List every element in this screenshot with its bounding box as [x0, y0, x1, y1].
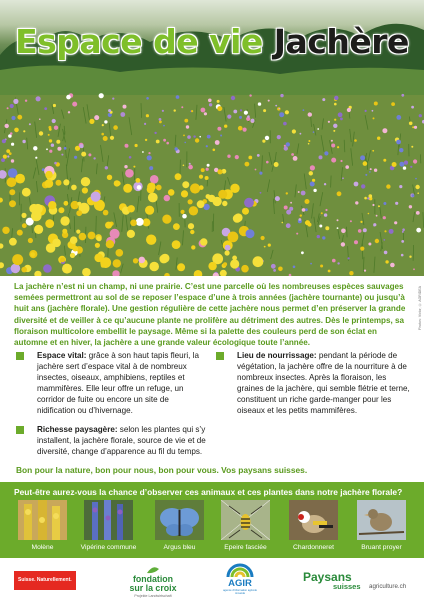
- item-title: Richesse paysagère:: [37, 424, 118, 434]
- green-square-bullet: [16, 352, 24, 360]
- flc-line-2: sur la croix: [129, 583, 177, 593]
- blue-butterfly-photo: [155, 500, 204, 540]
- flc-line-3: Projekte Landwirtschaft: [134, 594, 172, 598]
- caption-epeire: Epeire fasciée: [224, 544, 267, 551]
- agir-text: AGIR: [228, 578, 252, 589]
- item-title: Lieu de nourrissage:: [237, 351, 317, 360]
- caption-chardonneret: Chardonneret: [293, 544, 334, 551]
- intro-paragraph: La jachère n’est ni un champ, ni une prairie. C’est une parcelle où les nombreuses espèces sauvages semées permettront au sol de se reposer l’espace d’une à trois années (jachère tournante) ou jusqu’à huit ans (jachère florale). Une gestion régulière de cette jachère nous permet d’en préserver la grande diversité et de veiller à ce qu’aucune plante ne prolifère au détriment des autres. Dès le printemps, sa floraison multicolore embellit le paysage. Même si la palette des couleurs perd de son éclat en automne et en hiver, la jachère a une grande valeur écologique toute l’année.: [14, 282, 406, 348]
- species-band: [0, 482, 424, 558]
- corn-bunting-photo: [357, 500, 406, 540]
- ps-line-2: suisses: [333, 582, 361, 591]
- green-square-bullet: [16, 426, 24, 434]
- flc-line-1: fondation: [132, 574, 174, 584]
- vipers-bugloss-photo: [84, 500, 133, 540]
- list-item-richesse-paysagere: [16, 424, 208, 457]
- leaf-icon: [146, 566, 160, 574]
- agir-subtext: agence d'information agricole romande: [223, 589, 257, 595]
- agir-logo: [218, 562, 262, 596]
- green-square-bullet: [216, 352, 224, 360]
- suisse-naturellement-logo: [14, 571, 76, 590]
- goldfinch-photo: [289, 500, 338, 540]
- right-column: [216, 350, 412, 424]
- list-item-espace-vital: [16, 350, 208, 417]
- ps-url: agriculture.ch: [369, 583, 407, 590]
- caption-molene: Molène: [31, 544, 54, 551]
- wasp-spider-photo: [221, 500, 270, 540]
- title-part-1: Espace de vie: [15, 22, 263, 61]
- caption-viperine: Vipérine commune: [80, 544, 137, 551]
- ps-line-1: Paysans: [303, 570, 352, 584]
- slogan: Bon pour la nature, bon pour nous, bon pour vous. Vos paysans suisses.: [16, 465, 308, 475]
- title-part-2: Jachère: [273, 22, 409, 61]
- item-title: Espace vital:: [37, 351, 87, 360]
- hero-meadow-photo: [0, 0, 424, 276]
- caption-bruant: Bruant proyer: [361, 544, 402, 551]
- swiss-logo-text: Suisse. Naturellement.: [18, 577, 72, 583]
- band-title: Peut-être aurez-vous la chance d’observer ces animaux et ces plantes dans notre jachère florale?: [14, 487, 403, 497]
- photo-credit: Photos: Victor, © AGRIDEA: [418, 286, 422, 331]
- poster-title: [0, 22, 424, 61]
- caption-argus: Argus bleu: [163, 544, 196, 551]
- list-item-lieu-de-nourrissage: [216, 350, 412, 417]
- left-column: [16, 350, 208, 464]
- mullein-photo: [18, 500, 67, 540]
- item-text: grâce à son haut tapis fleuri, la jachère sert d’espace vital à de nombreux insectes, oiseaux, amphibiens, reptiles et mammifères. Elle leur offre un refuge, un corridor de fuite ou encore un site de nidification ou d’hivernage.: [37, 351, 199, 416]
- item-text: pendant la période de végétation, la jachère offre de la nourriture à de nombreux insectes. Après la floraison, les graines de la jachère, qui semble flétrie et terne, constituent un riche garde-manger pour les oiseaux et les petits mammifères.: [237, 351, 410, 416]
- footer-logos: [0, 558, 424, 600]
- agir-arc-icon: [218, 562, 262, 578]
- item-text: selon les plantes qui s’y installent, la jachère florale, source de vie et de diversité, change d’apparence au fil du temps.: [37, 424, 206, 456]
- fondation-sur-la-croix-logo: [118, 566, 188, 599]
